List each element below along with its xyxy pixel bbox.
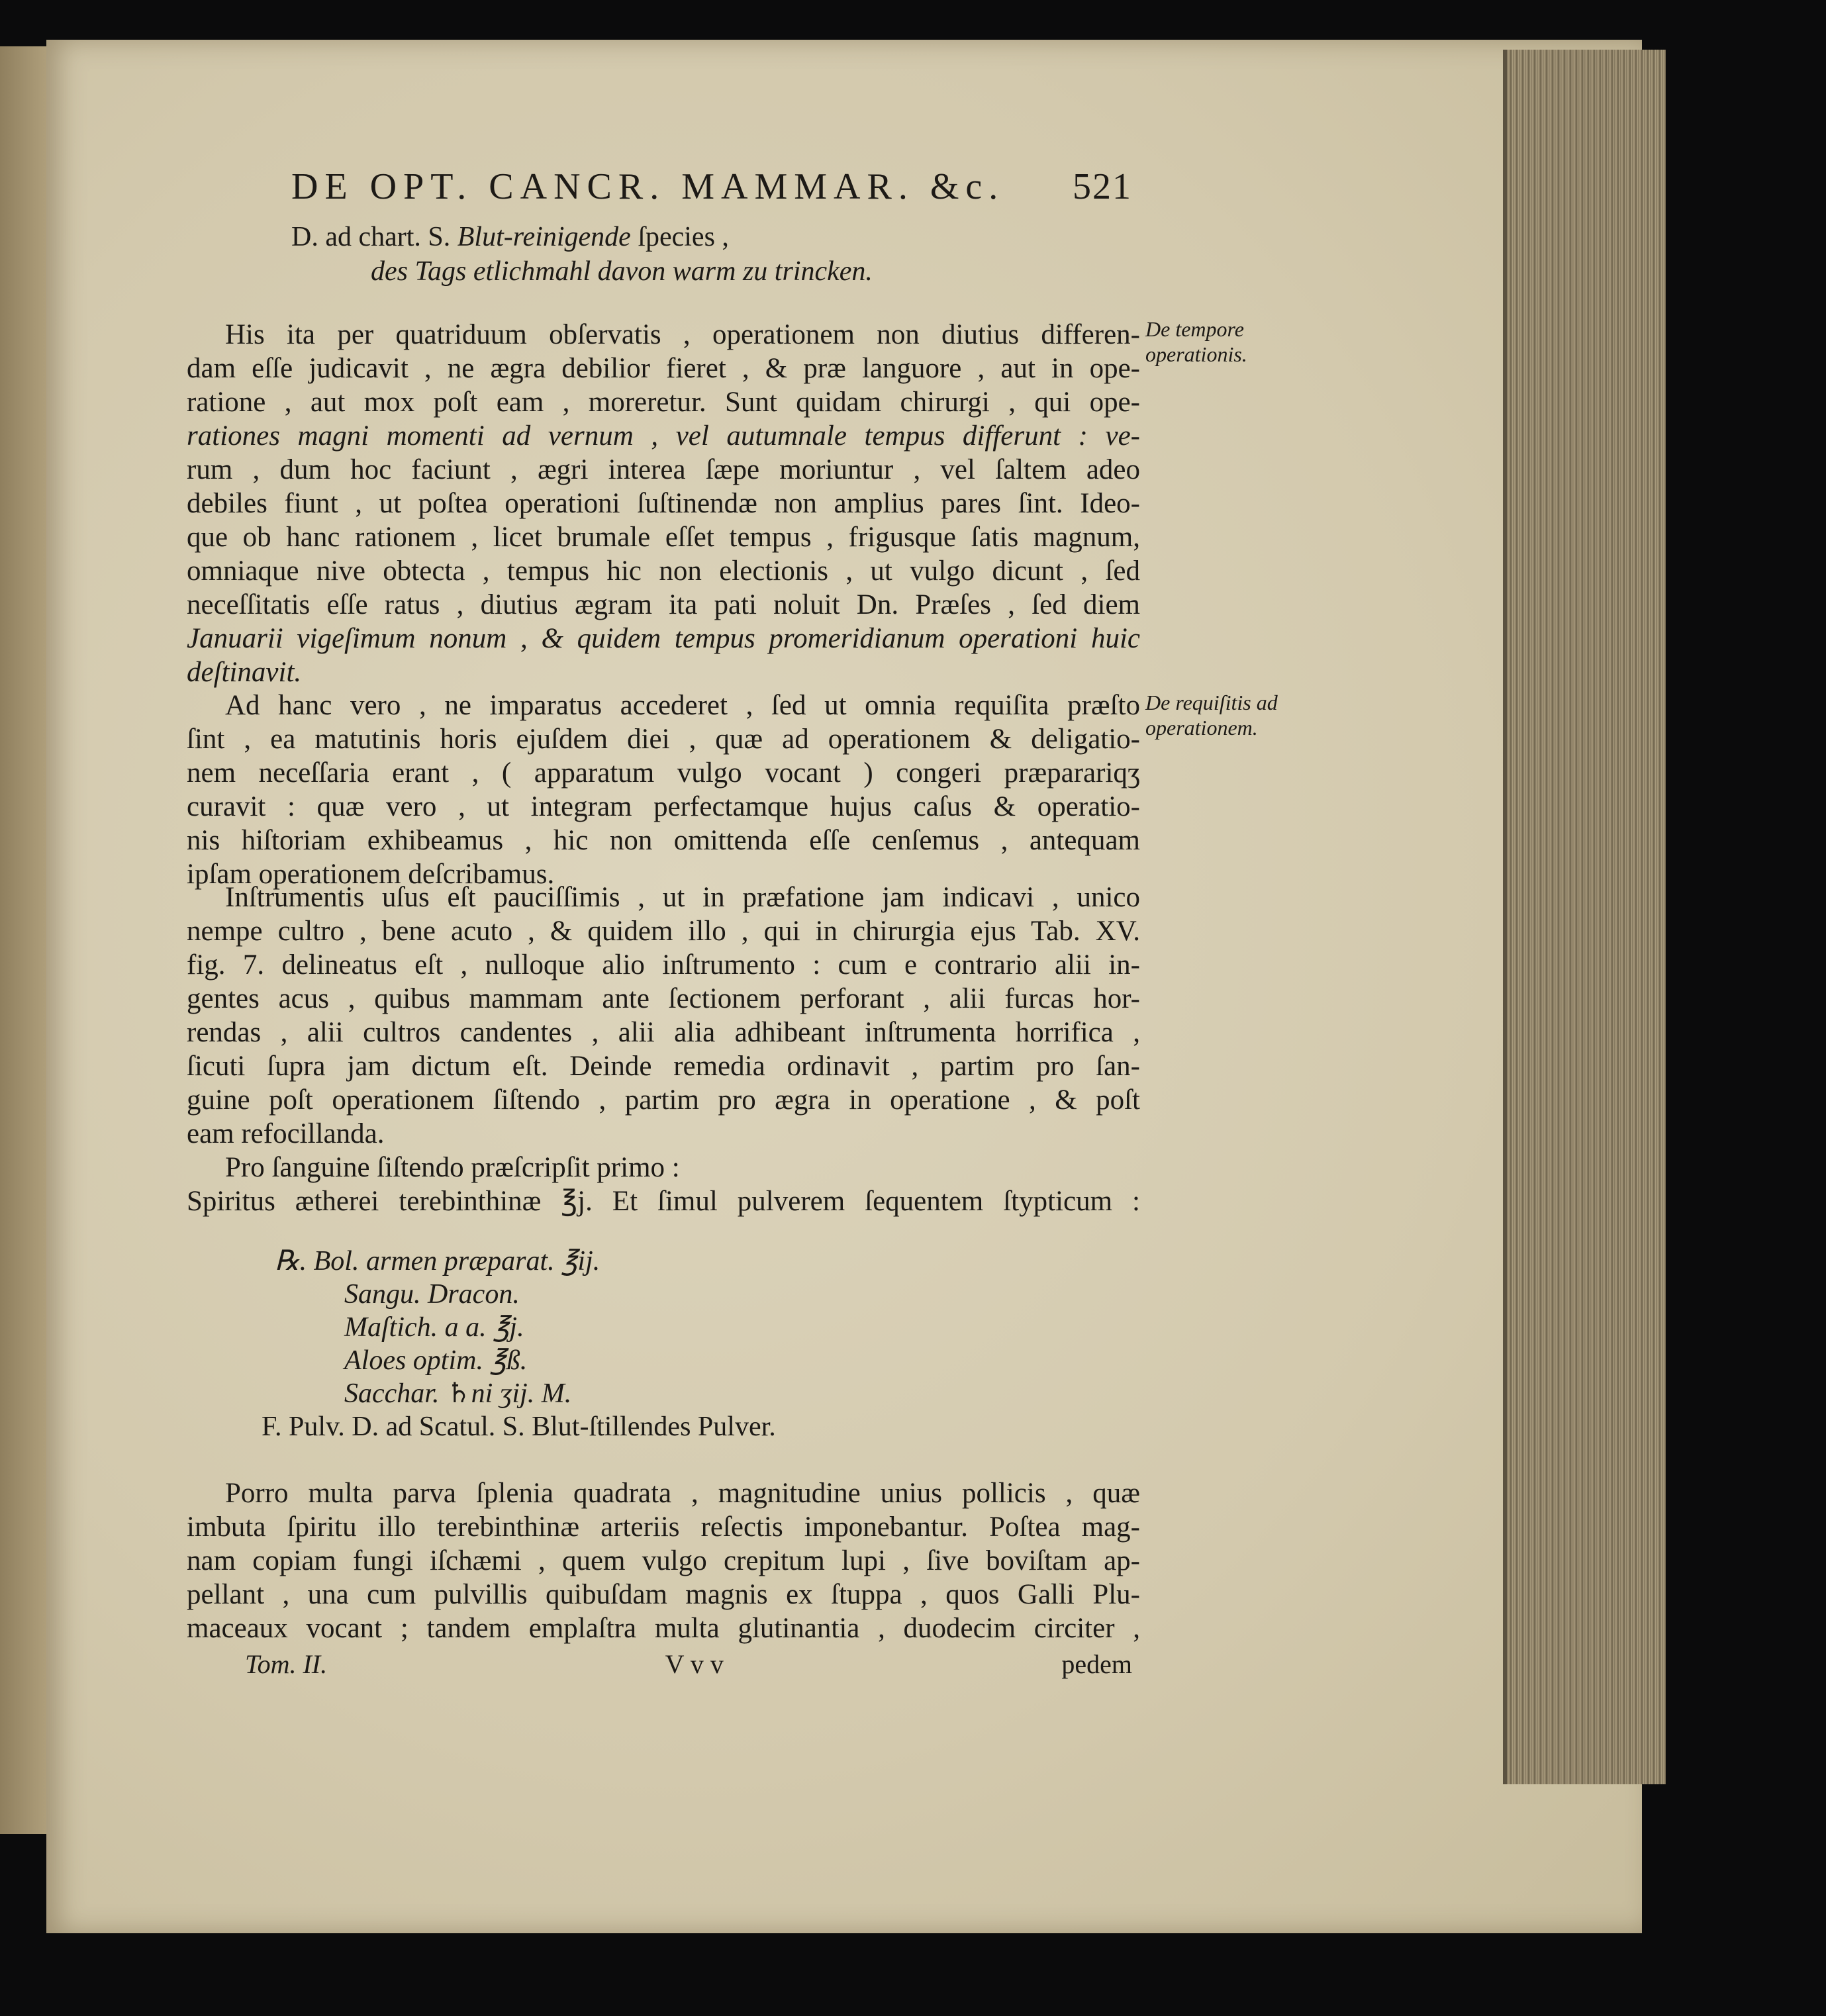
text-line: Pro ſanguine ſiſtendo præſcripſit primo : xyxy=(225,1152,680,1183)
text-line: His ita per quatriduum obſervatis , operationem non diutius differen- xyxy=(225,319,1140,350)
text-line: ratione , aut mox poſt eam , moreretur. Sunt quidam chirurgi , qui ope- xyxy=(187,387,1140,418)
paragraph-1 xyxy=(187,318,1140,689)
recipe-top-plain: D. ad chart. S. xyxy=(291,222,457,252)
page-footer xyxy=(245,1649,1132,1680)
text-line: pellant , una cum pulvillis quibuſdam magnis ex ſtuppa , quos Galli Plu- xyxy=(187,1579,1140,1610)
running-title: DE OPT. CANCR. MAMMAR. &c. xyxy=(291,166,1005,207)
page-edges xyxy=(1503,50,1666,1784)
recipe-top-line2: des Tags etlichmahl davon warm zu trincken. xyxy=(371,256,873,287)
text-line: omniaque nive obtecta , tempus hic non electionis , ut vulgo dicunt , ſed xyxy=(187,555,1140,587)
text-line: ſint , ea matutinis horis ejuſdem diei , quæ ad operationem & deligatio- xyxy=(187,724,1140,755)
text-line: guine poſt operationem ſiſtendo , partim pro ægra in operatione , & poſt xyxy=(187,1084,1140,1116)
text-line: que ob hanc rationem , licet brumale eſſet tempus , frigusque ſatis magnum, xyxy=(187,522,1140,553)
text-line: eam refocillanda. xyxy=(187,1118,385,1149)
prescription-line: Maſtich. a a. ℥j. xyxy=(344,1312,524,1343)
prescription-line: Sacchar. ♄ni ʒij. M. xyxy=(344,1378,572,1409)
catchword: pedem xyxy=(1061,1649,1132,1679)
text-line: imbuta ſpiritu illo terebinthinæ arteriis reſectis imponebantur. Poſtea mag- xyxy=(187,1512,1140,1543)
prescription-line: Aloes optim. ℥ß. xyxy=(344,1345,528,1376)
text-line: Januarii vigeſimum nonum , & quidem tempus promeridianum operationi huic xyxy=(187,623,1140,654)
text-line: debiles fiunt , ut poſtea operationi ſuſtinendæ non amplius pares ſint. Ideo- xyxy=(187,488,1140,519)
text-line: nem neceſſaria erant , ( apparatum vulgo vocant ) congeri præparariqʒ xyxy=(187,757,1140,789)
text-line: rum , dum hoc faciunt , ægri interea ſæpe moriuntur , vel ſaltem adeo xyxy=(187,454,1140,485)
recipe-top-italic: Blut-reinigende xyxy=(457,222,631,252)
paragraph-3 xyxy=(187,881,1140,1151)
text-line: maceaux vocant ; tandem emplaſtra multa glutinantia , duodecim circiter , xyxy=(187,1613,1140,1644)
paragraph-2 xyxy=(187,689,1140,891)
text-line: dam eſſe judicavit , ne ægra debilior fieret , & præ languore , aut in ope- xyxy=(187,353,1140,384)
text-line: Ad hanc vero , ne imparatus accederet , ſed ut omnia requiſita præſto xyxy=(225,690,1140,721)
text-line: Spiritus ætherei terebinthinæ ℥j. Et ſimul pulverem ſequentem ſtypticum : xyxy=(187,1186,1140,1217)
page-number: 521 xyxy=(1073,166,1132,207)
text-line: gentes acus , quibus mammam ante ſectionem perforant , alii furcas hor- xyxy=(187,983,1140,1014)
text-line: deſtinavit. xyxy=(187,657,302,688)
text-line: rationes magni momenti ad vernum , vel autumnale tempus differunt : ve- xyxy=(187,420,1140,452)
margin-note-tempore: De tempore operationis. xyxy=(1145,317,1247,366)
prescription-line: Sangu. Dracon. xyxy=(344,1279,520,1310)
prescription-line: ℞. Bol. armen præparat. ℥ij. xyxy=(275,1246,601,1276)
paragraph-4 xyxy=(187,1151,1140,1218)
text-line: ſicuti ſupra jam dictum eſt. Deinde remedia ordinavit , partim pro ſan- xyxy=(187,1051,1140,1082)
text-line: nam copiam fungi iſchæmi , quem vulgo crepitum lupi , ſive boviſtam ap- xyxy=(187,1545,1140,1576)
text-line: rendas , alii cultros candentes , alii alia adhibeant inſtrumenta horrifica , xyxy=(187,1017,1140,1048)
volume-mark: Tom. II. xyxy=(245,1649,328,1679)
prescription-block xyxy=(262,1245,776,1443)
recipe-top-line1 xyxy=(291,220,1152,254)
text-line: ipſam operationem deſcribamus. xyxy=(187,859,555,890)
prescription-line: F. Pulv. D. ad Scatul. S. Blut-ſtillendes Pulver. xyxy=(262,1412,776,1442)
text-line: fig. 7. delineatus eſt , nulloque alio inſtrumento : cum e contrario alii in- xyxy=(187,949,1140,981)
text-line: Porro multa parva ſplenia quadrata , magnitudine unius pollicis , quæ xyxy=(225,1478,1140,1509)
text-line: nis hiſtoriam exhibeamus , hic non omittenda eſſe cenſemus , antequam xyxy=(187,825,1140,856)
text-line: Inſtrumentis uſus eſt pauciſſimis , ut in præfatione jam indicavi , unico xyxy=(225,882,1140,913)
margin-note-requisitis: De requiſitis ad operationem. xyxy=(1145,691,1278,740)
recipe-top xyxy=(291,220,1152,289)
signature-mark: V v v xyxy=(665,1649,724,1679)
book-left-edge xyxy=(0,46,53,1834)
paragraph-5 xyxy=(187,1476,1140,1645)
text-line: nempe cultro , bene acuto , & quidem illo , qui in chirurgia ejus Tab. XV. xyxy=(187,916,1140,947)
running-header xyxy=(291,166,1132,208)
recipe-top-end: ſpecies , xyxy=(630,222,729,252)
text-line: curavit : quæ vero , ut integram perfectamque hujus caſus & operatio- xyxy=(187,791,1140,822)
text-line: neceſſitatis eſſe ratus , diutius ægram ita pati noluit Dn. Præſes , ſed diem xyxy=(187,589,1140,620)
